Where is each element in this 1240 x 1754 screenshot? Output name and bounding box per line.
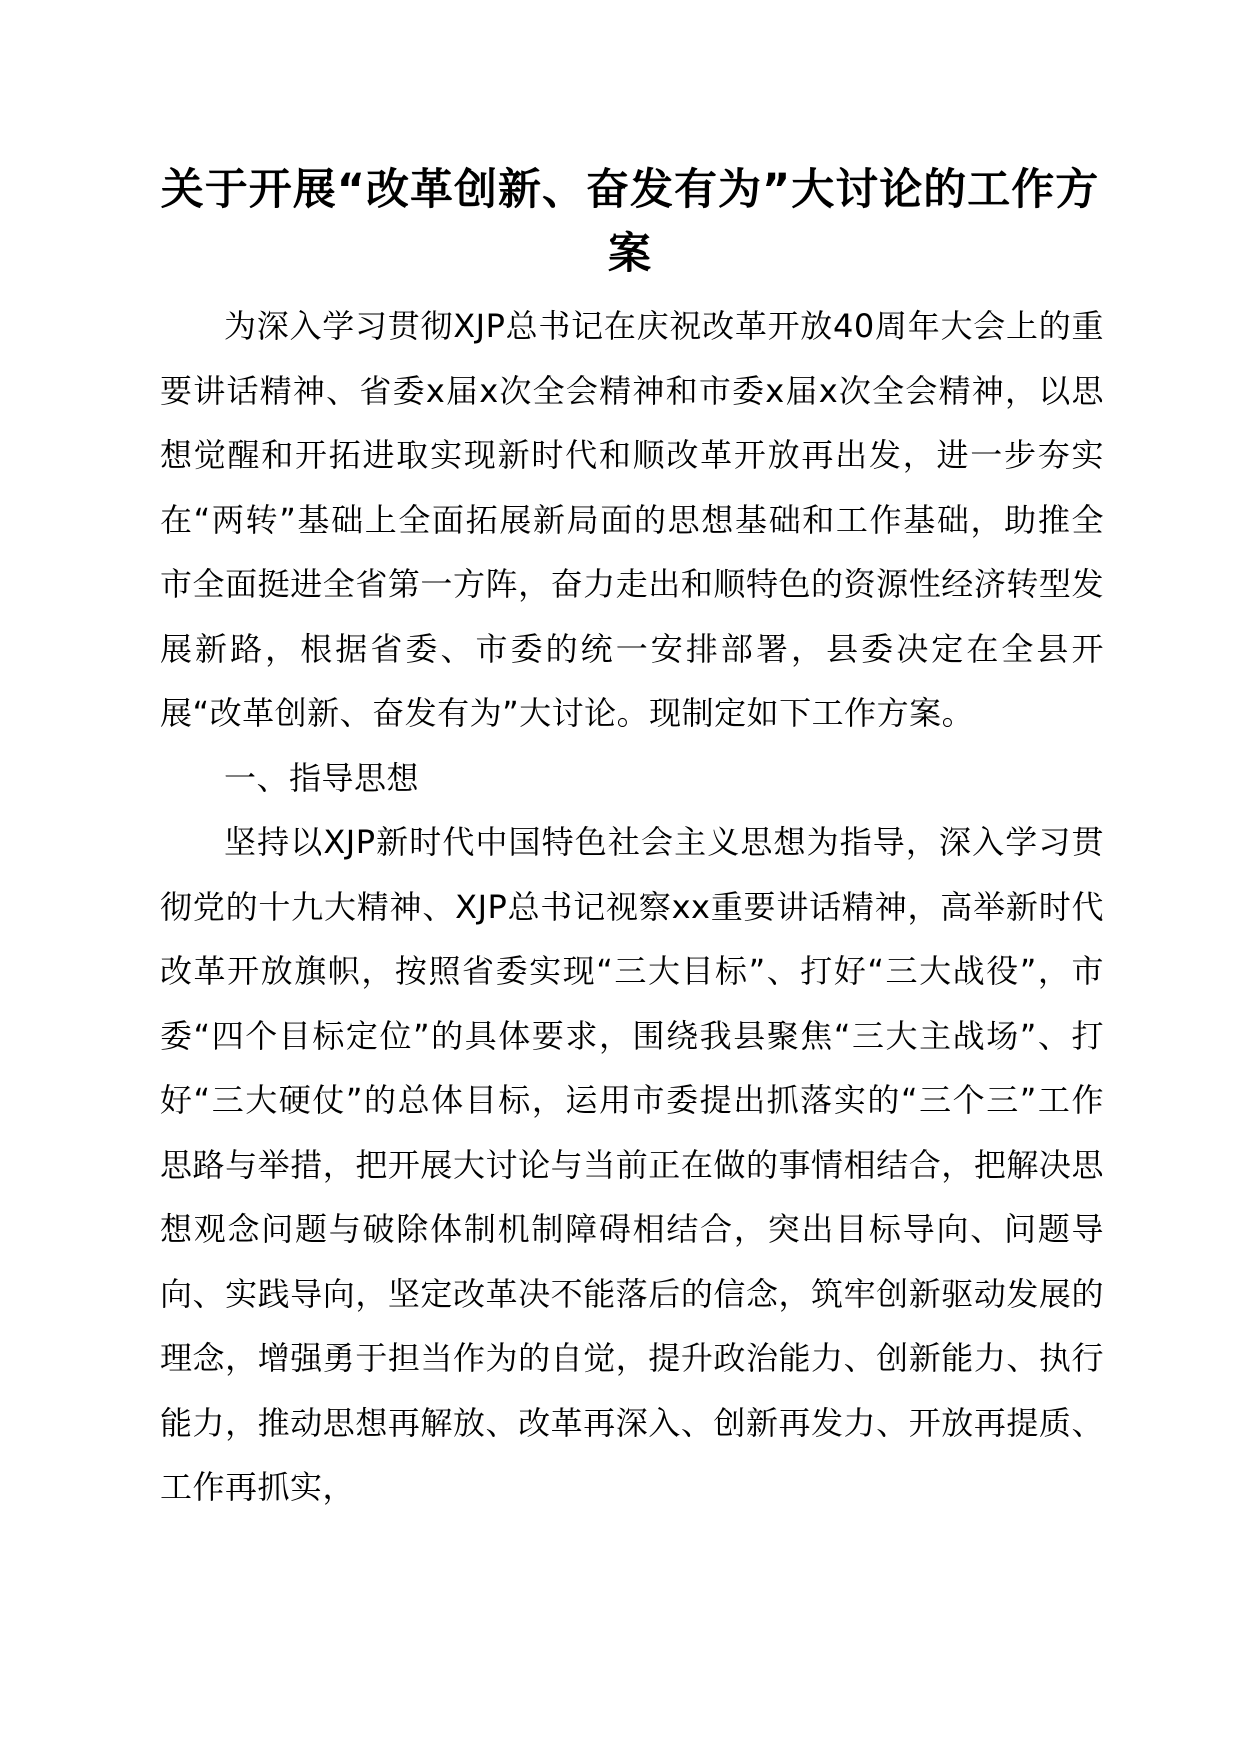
intro-paragraph: 为深入学习贯彻XJP总书记在庆祝改革开放40周年大会上的重要讲话精神、省委x届x次全会精神和市委x届x次全会精神，以思想觉醒和开拓进取实现新时代和顺改革开放再出发，进一步夯实在“两转”基础上全面拓展新局面的思想基础和工作基础，助推全市全面挺进全省第一方阵，奋力走出和顺特色的资源性经济转型发展新路，根据省委、市委的统一安排部署，县委决定在全县开展“改革创新、奋发有为”大讨论。现制定如下工作方案。 [160,307,1104,732]
document-title: 关于开展“改革创新、奋发有为”大讨论的工作方案 [160,165,1100,279]
section-heading-guiding-ideology: 一、指导思想 [224,758,420,797]
document-body [160,294,1104,1520]
section-paragraph-guiding-ideology: 坚持以XJP新时代中国特色社会主义思想为指导，深入学习贯彻党的十九大精神、XJP总书记视察xx重要讲话精神，高举新时代改革开放旗帜，按照省委实现“三大目标”、打好“三大战役”，市委“四个目标定位”的具体要求，围绕我县聚焦“三大主战场”、打好“三大硬仗”的总体目标，运用市委提出抓落实的“三个三”工作思路与举措，把开展大讨论与当前正在做的事情相结合，把解决思想观念问题与破除体制机制障碍相结合，突出目标导向、问题导向、实践导向，坚定改革决不能落后的信念，筑牢创新驱动发展的理念，增强勇于担当作为的自觉，提升政治能力、创新能力、执行能力，推动思想再解放、改革再深入、创新再发力、开放再提质、工作再抓实， [160,823,1104,1506]
